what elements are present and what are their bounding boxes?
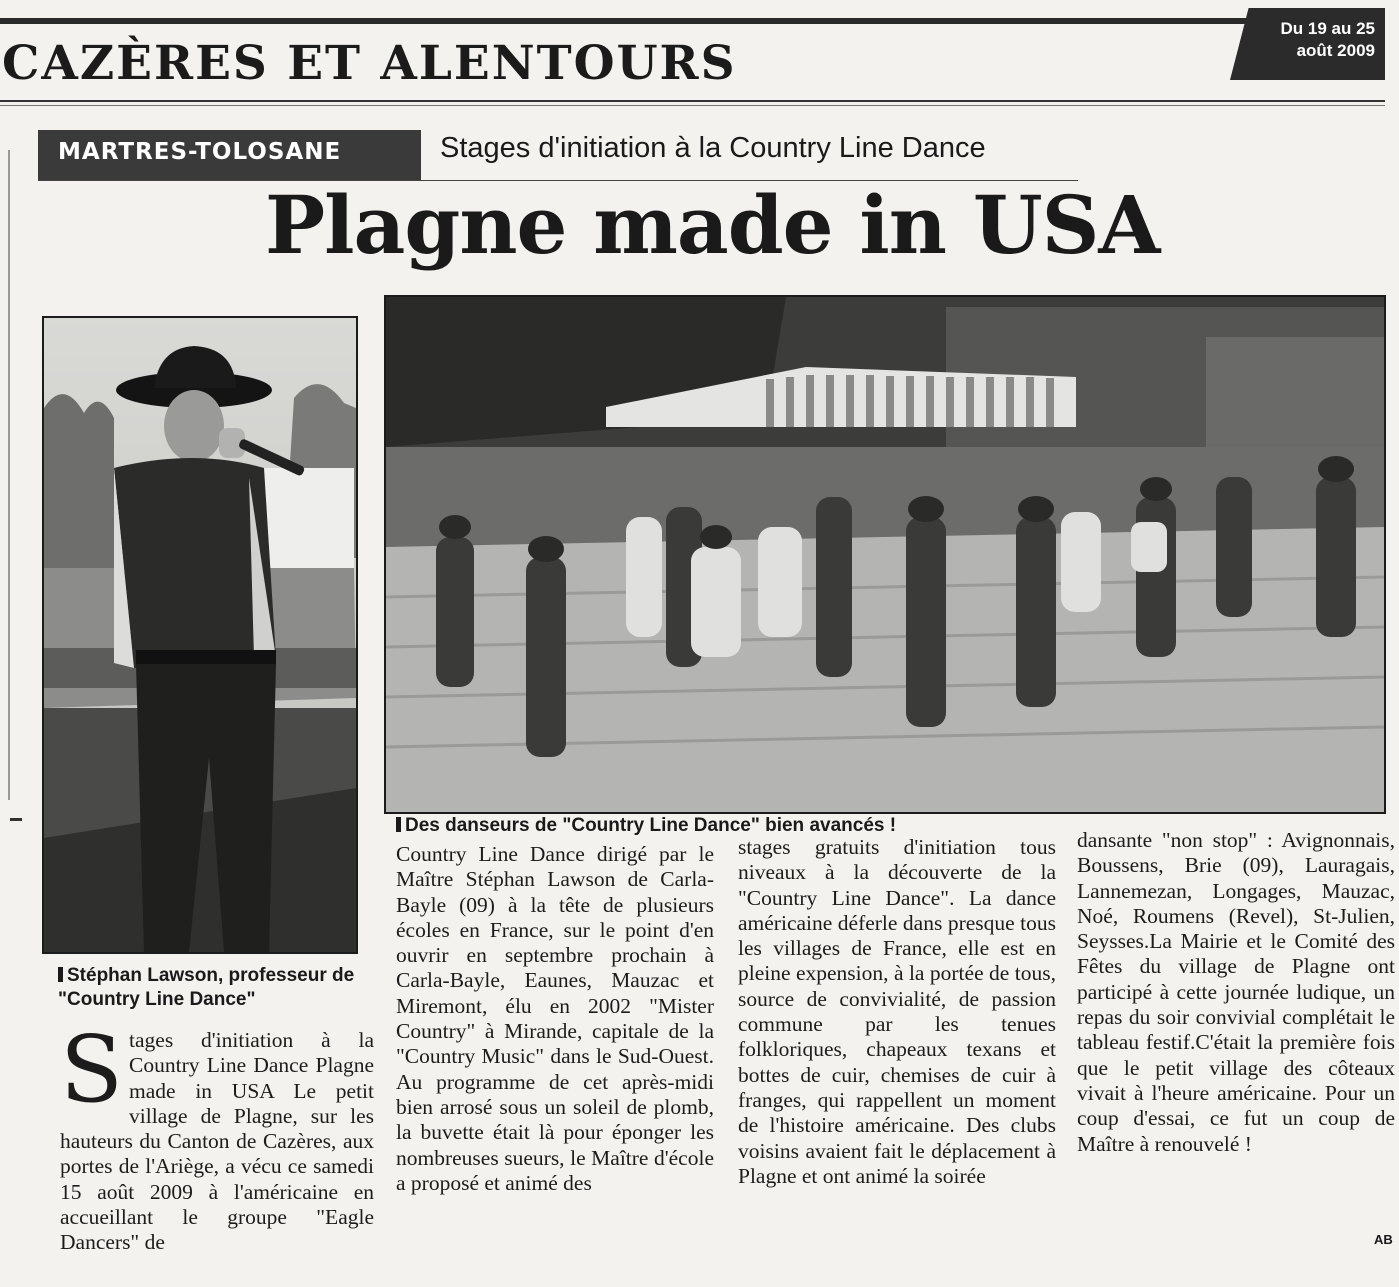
section-title: CAZÈRES ET ALENTOURS — [2, 36, 737, 91]
singer-caption-line1: Stéphan Lawson, professeur de — [67, 965, 355, 986]
article-col1-text: Le petit village de Plagne, sur les hauteurs du Canton de Cazères, aux portes de l'Ariège, a vécu ce samedi 15 août 2009 à l'américaine en accueillant le groupe "Eagle Dancers" de — [60, 1078, 375, 1255]
article-col3-text: stages gratuits d'initiation tous niveaux à la découverte de la "Country Line Dance". La dance américaine déferle dans presque tous les villages de France, elle est en pleine expension, à la portée de tous, source de convivialité, de passion commune par les tenues folkloriques, chapeaux texans et bottes de cuir, chemises de cuir à franges, qui rappellent un moment de l'histoire américaine. Des clubs voisins avaient fait le déplacement à Plagne et ont animé la soirée — [738, 835, 1056, 1188]
article-column-2 — [396, 842, 714, 1196]
article-headline: Plagne made in USA — [265, 178, 1160, 272]
dancers-photo-image — [386, 297, 1384, 812]
page-edge-line — [8, 150, 10, 800]
article-column-3 — [738, 835, 1056, 1189]
article-subhead: Stages d'initiation à la Country Line Dance — [440, 132, 986, 164]
section-rule — [0, 100, 1385, 102]
article-column-1 — [60, 1016, 375, 1256]
singer-caption-line2: "Country Line Dance" — [58, 989, 256, 1010]
section-rule-thin — [0, 105, 1385, 106]
singer-caption — [58, 964, 378, 1012]
article-column-4 — [1077, 828, 1395, 1157]
issue-date — [1240, 18, 1375, 62]
article-col2-text: Country Line Dance dirigé par le Maître Stéphan Lawson de Carla-Bayle (09) à la tête de plusieurs écoles en France, sur le point d'en ouvrir en septembre prochain à Carla-Bayle, Eaunes, Mauzac et Miremont, élu en 2002 "Mister Country" à Mirande, capitale de la "Country Music" dans le Sud-Ouest. Au programme de cet après-midi bien arrosé sous un soleil de plomb, la buvette était là pour éponger les nombreuses sueurs, le Maître d'école a proposé et animé des — [396, 842, 714, 1195]
drop-cap: S — [60, 1016, 124, 1123]
author-credit: AB — [1374, 1232, 1393, 1247]
dancers-photo — [384, 295, 1386, 814]
article-col4-text: dansante "non stop" : Avignonnais, Boussens, Brie (09), Lauragais, Lannemezan, Longages, Mauzac, Noé, Roumens (Revel), St-Julien, Seysses.La Mairie et le Comité des Fêtes du village de Plagne ont participé à cette journée ludique, un repas du soir convivial complétait le tableau festif.C'était la première fois que le petit village des côteaux vivait à l'heure américaine. Pour un coup d'essai, ce fut un coup de Maître à renouvelé ! — [1077, 828, 1395, 1156]
issue-date-line2: août 2009 — [1296, 41, 1375, 60]
singer-photo-image — [44, 318, 356, 952]
issue-date-line1: Du 19 au 25 — [1280, 19, 1375, 38]
dancers-caption-text: Des danseurs de "Country Line Dance" bien avancés ! — [405, 815, 897, 836]
header-rule — [0, 18, 1250, 24]
location-kicker: MARTRES-TOLOSANE — [58, 139, 342, 165]
page-edge-tick — [10, 818, 22, 821]
singer-photo — [42, 316, 358, 954]
caption-marker — [58, 967, 63, 982]
caption-marker — [396, 817, 401, 832]
article-intro: tages d'initiation à la Country Line Dance Plagne made in USA — [129, 1028, 374, 1103]
